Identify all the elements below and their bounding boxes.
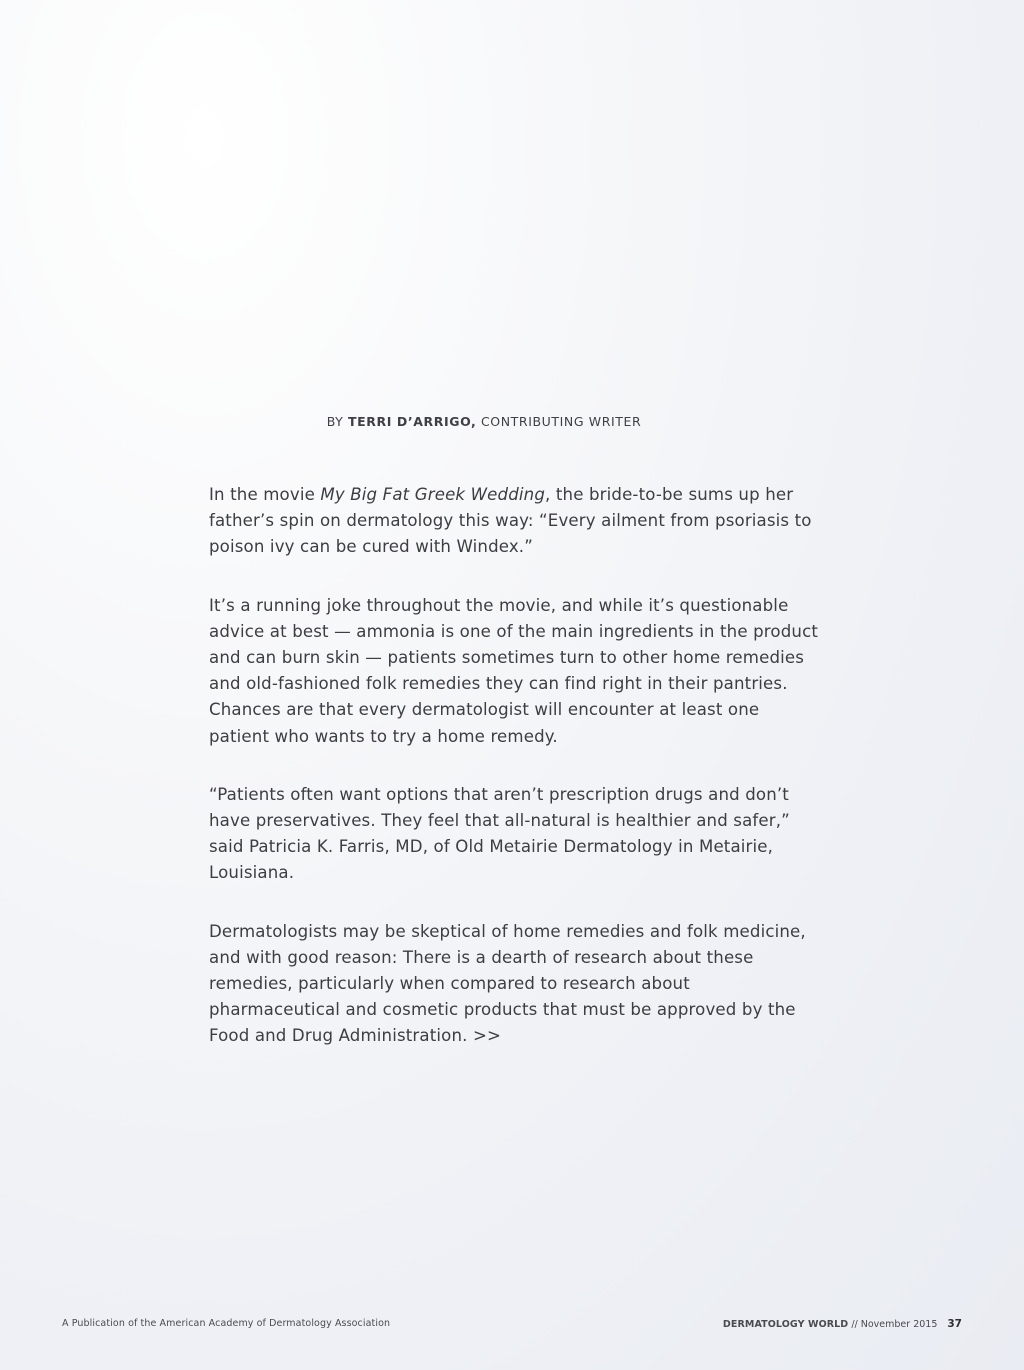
p1-lead: In the movie bbox=[209, 485, 321, 504]
byline-role: CONTRIBUTING WRITER bbox=[476, 414, 642, 429]
byline-author: TERRI D’ARRIGO, bbox=[348, 414, 477, 429]
movie-title: My Big Fat Greek Wedding bbox=[320, 485, 546, 504]
byline-prefix: BY bbox=[326, 414, 348, 429]
article-body bbox=[209, 482, 819, 1082]
article-paragraph-3: “Patients often want options that aren’t prescription drugs and don’t have preservatives. They feel that all-natural is healthier and safer,” said Patricia K. Farris, MD, of Old Metairie Dermatology in Metairie, Louisiana. bbox=[209, 784, 790, 883]
article-paragraph-4: Dermatologists may be skeptical of home remedies and folk medicine, and with good reason: There is a dearth of research about these remedies, particularly when compared to research about pharmaceutical and cosmetic products that must be approved by the Food and Drug Administration. >> bbox=[209, 921, 806, 1046]
p1-rest: , the bride-to-be sums up her father’s spin on dermatology this way: “Every ailment from psoriasis to poison ivy can be cured with Windex.” bbox=[209, 485, 812, 557]
article-paragraph-1 bbox=[209, 482, 819, 561]
footer-folio bbox=[723, 1318, 962, 1330]
footer-publisher: A Publication of the American Academy of Dermatology Association bbox=[62, 1318, 391, 1329]
byline bbox=[0, 414, 968, 429]
footer-issue-date: November 2015 bbox=[860, 1319, 938, 1330]
page-number: 37 bbox=[947, 1318, 962, 1330]
article-paragraph-2: It’s a running joke throughout the movie, and while it’s questionable advice at best — ammonia is one of the main ingredients in the product and can burn skin — patients sometimes turn to other home remedies and old-fashioned folk remedies they can find right in their pantries. Chances are that every dermatologist will encounter at least one patient who wants to try a home remedy. bbox=[209, 595, 818, 746]
footer-magazine-name: DERMATOLOGY WORLD bbox=[722, 1319, 849, 1330]
footer-separator: // bbox=[848, 1319, 861, 1330]
